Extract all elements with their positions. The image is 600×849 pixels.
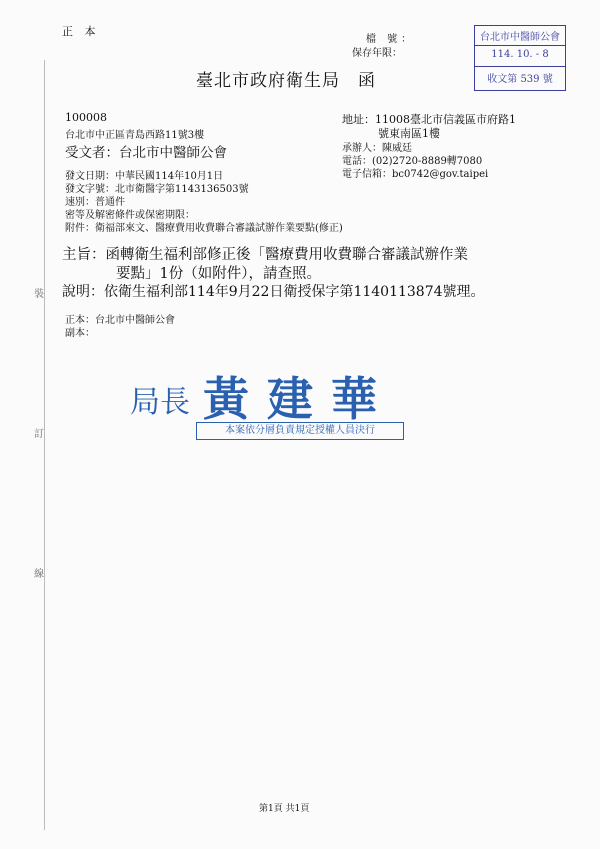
margin-mark-staple: 訂 xyxy=(34,429,44,440)
receipt-stamp-org: 台北市中醫師公會 xyxy=(480,32,560,43)
binding-line xyxy=(44,60,45,830)
sender-address-2: 號東南區1樓 xyxy=(378,127,440,140)
approval-stamp-text: 本案依分層負責規定授權人員決行 xyxy=(225,425,375,436)
distribution-original: 正本：台北市中醫師公會 xyxy=(65,315,175,326)
recipient-address: 台北市中正區青島西路11號3樓 xyxy=(65,130,205,141)
explanation: 說明：依衛生福利部114年9月22日衛授保字第1140113874號理。 xyxy=(62,284,485,300)
approval-stamp xyxy=(196,422,404,440)
margin-mark-line: 線 xyxy=(34,569,44,580)
security-level: 密等及解密條件或保密期限： xyxy=(65,210,195,221)
receipt-stamp-number: 收文第 539 號 xyxy=(487,74,553,85)
retention-label: 保存年限： xyxy=(352,48,402,59)
sender-email: 電子信箱：bc0742@gov.taipei xyxy=(342,169,489,180)
doc-number: 發文字號：北市衛醫字第1143136503號 xyxy=(65,184,249,195)
page-footer: 第1頁 共1頁 xyxy=(259,804,310,814)
sender-handler: 承辦人：陳威廷 xyxy=(342,143,412,154)
subject-line-2: 要點」1份（如附件），請查照。 xyxy=(116,266,321,282)
signature-title: 局長 xyxy=(130,385,190,420)
recipient: 受文者：台北市中醫師公會 xyxy=(65,145,227,161)
signature-name: 黃建華 xyxy=(203,372,395,426)
subject-line-1: 主旨：函轉衛生福利部修正後「醫療費用收費聯合審議試辦作業 xyxy=(62,247,468,263)
receipt-stamp xyxy=(474,25,566,91)
distribution-copy: 副本： xyxy=(65,328,95,339)
sender-phone: 電話：(02)2720-8889轉7080 xyxy=(342,156,483,167)
document-title: 臺北市政府衛生局 函 xyxy=(196,71,376,91)
sender-address-1: 地址：11008臺北市信義區市府路1 xyxy=(342,113,516,126)
postal-code: 100008 xyxy=(65,111,107,124)
attachment: 附件：衛福部來文、醫療費用收費聯合審議試辦作業要點(修正) xyxy=(65,223,343,234)
margin-mark-bind: 裝 xyxy=(34,289,44,300)
file-no-label: 檔 號： xyxy=(366,34,416,45)
issue-date: 發文日期：中華民國114年10月1日 xyxy=(65,171,224,182)
copy-type: 正 本 xyxy=(62,25,100,38)
receipt-stamp-date: 114. 10. - 8 xyxy=(491,49,549,60)
speed: 速別：普通件 xyxy=(65,197,125,208)
